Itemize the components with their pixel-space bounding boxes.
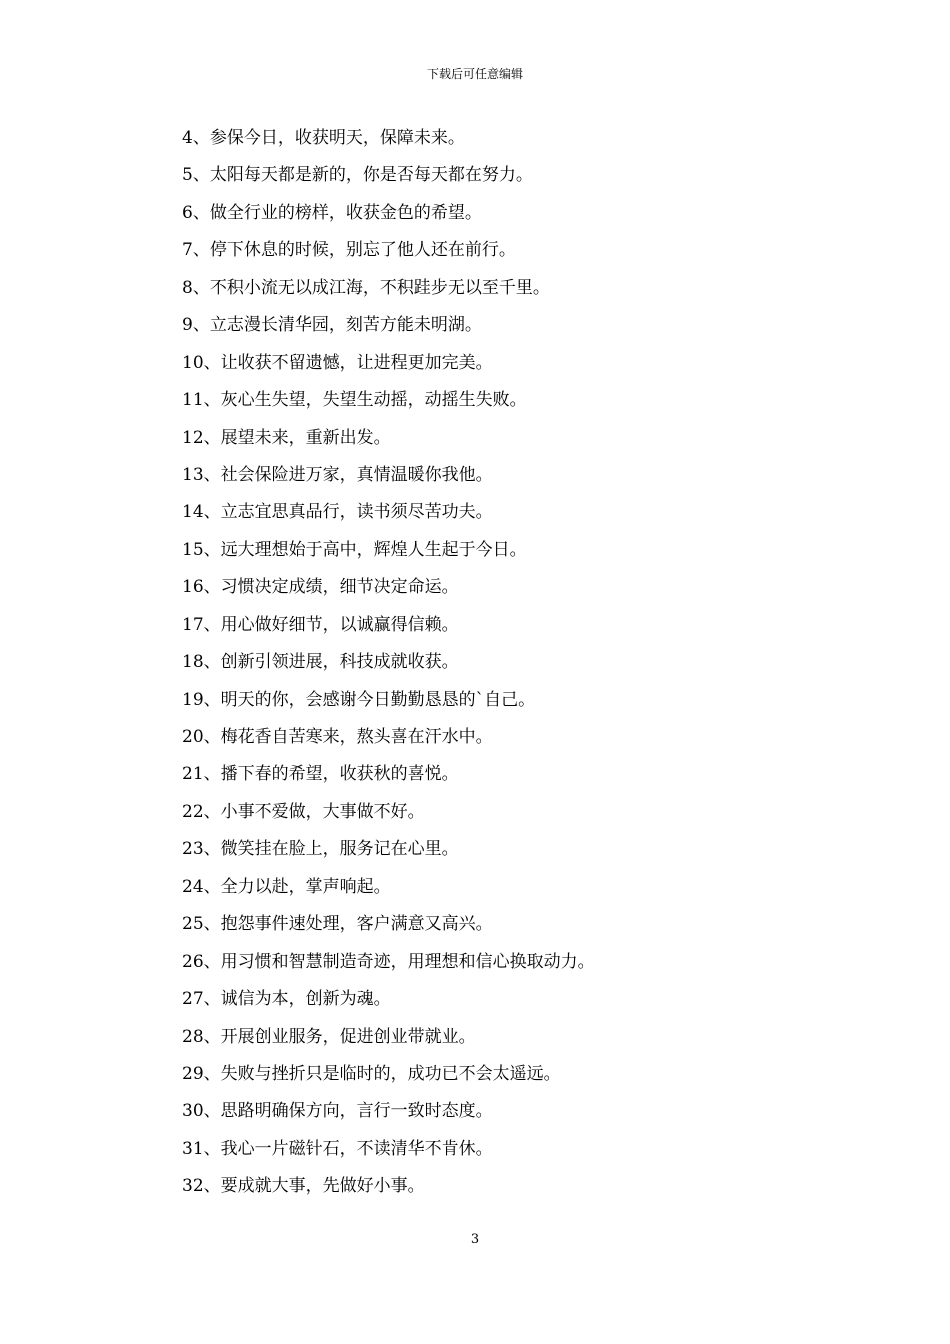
list-item: 21、播下春的希望，收获秋的喜悦。	[182, 764, 459, 785]
list-item: 8、不积小流无以成江海，不积跬步无以至千里。	[182, 277, 550, 298]
list-item: 4、参保今日，收获明天，保障未来。	[182, 128, 465, 148]
page-header: 下载后可任意编辑	[426, 67, 523, 81]
list-item: 20、梅花香自苦寒来，熬头喜在汗水中。	[182, 727, 493, 747]
list-item: 19、明天的你，会感谢今日勤勤恳恳的`自己。	[182, 689, 536, 710]
list-item: 7、停下休息的时候，别忘了他人还在前行。	[182, 240, 516, 261]
list-item: 14、立志宜思真品行，读书须尽苦功夫。	[182, 502, 493, 523]
list-item: 10、让收获不留遗憾，让进程更加完美。	[182, 352, 493, 373]
list-item: 16、习惯决定成绩，细节决定命运。	[182, 577, 459, 598]
slogan-list	[182, 120, 882, 1206]
list-item: 30、思路明确保方向，言行一致时态度。	[182, 1101, 493, 1122]
list-item: 32、要成就大事，先做好小事。	[182, 1176, 425, 1197]
list-item: 27、诚信为本，创新为魂。	[182, 989, 391, 1010]
list-item: 17、用心做好细节，以诚赢得信赖。	[182, 614, 459, 635]
list-item: 23、微笑挂在脸上，服务记在心里。	[182, 839, 459, 860]
list-item: 25、抱怨事件速处理，客户满意又高兴。	[182, 914, 493, 935]
page-number: 3	[470, 1232, 480, 1247]
list-item: 15、远大理想始于高中，辉煌人生起于今日。	[182, 539, 527, 560]
list-item: 22、小事不爱做，大事做不好。	[182, 801, 425, 822]
list-item: 13、社会保险进万家，真情温暖你我他。	[182, 464, 493, 485]
list-item: 11、灰心生失望，失望生动摇，动摇生失败。	[182, 390, 527, 411]
list-item: 31、我心一片磁针石，不读清华不肯休。	[182, 1138, 493, 1159]
list-item: 5、太阳每天都是新的，你是否每天都在努力。	[182, 165, 533, 186]
list-item: 24、全力以赴，掌声响起。	[182, 876, 391, 897]
list-item: 9、立志漫长清华园，刻苦方能未明湖。	[182, 315, 482, 336]
list-item: 26、用习惯和智慧制造奇迹，用理想和信心换取动力。	[182, 951, 595, 972]
list-item: 12、展望未来，重新出发。	[182, 427, 391, 448]
list-item: 28、开展创业服务，促进创业带就业。	[182, 1026, 476, 1047]
list-item: 6、做全行业的榜样，收获金色的希望。	[182, 202, 482, 223]
list-item: 29、失败与挫折只是临时的，成功已不会太遥远。	[182, 1063, 561, 1084]
list-item: 18、创新引领进展，科技成就收获。	[182, 652, 459, 673]
